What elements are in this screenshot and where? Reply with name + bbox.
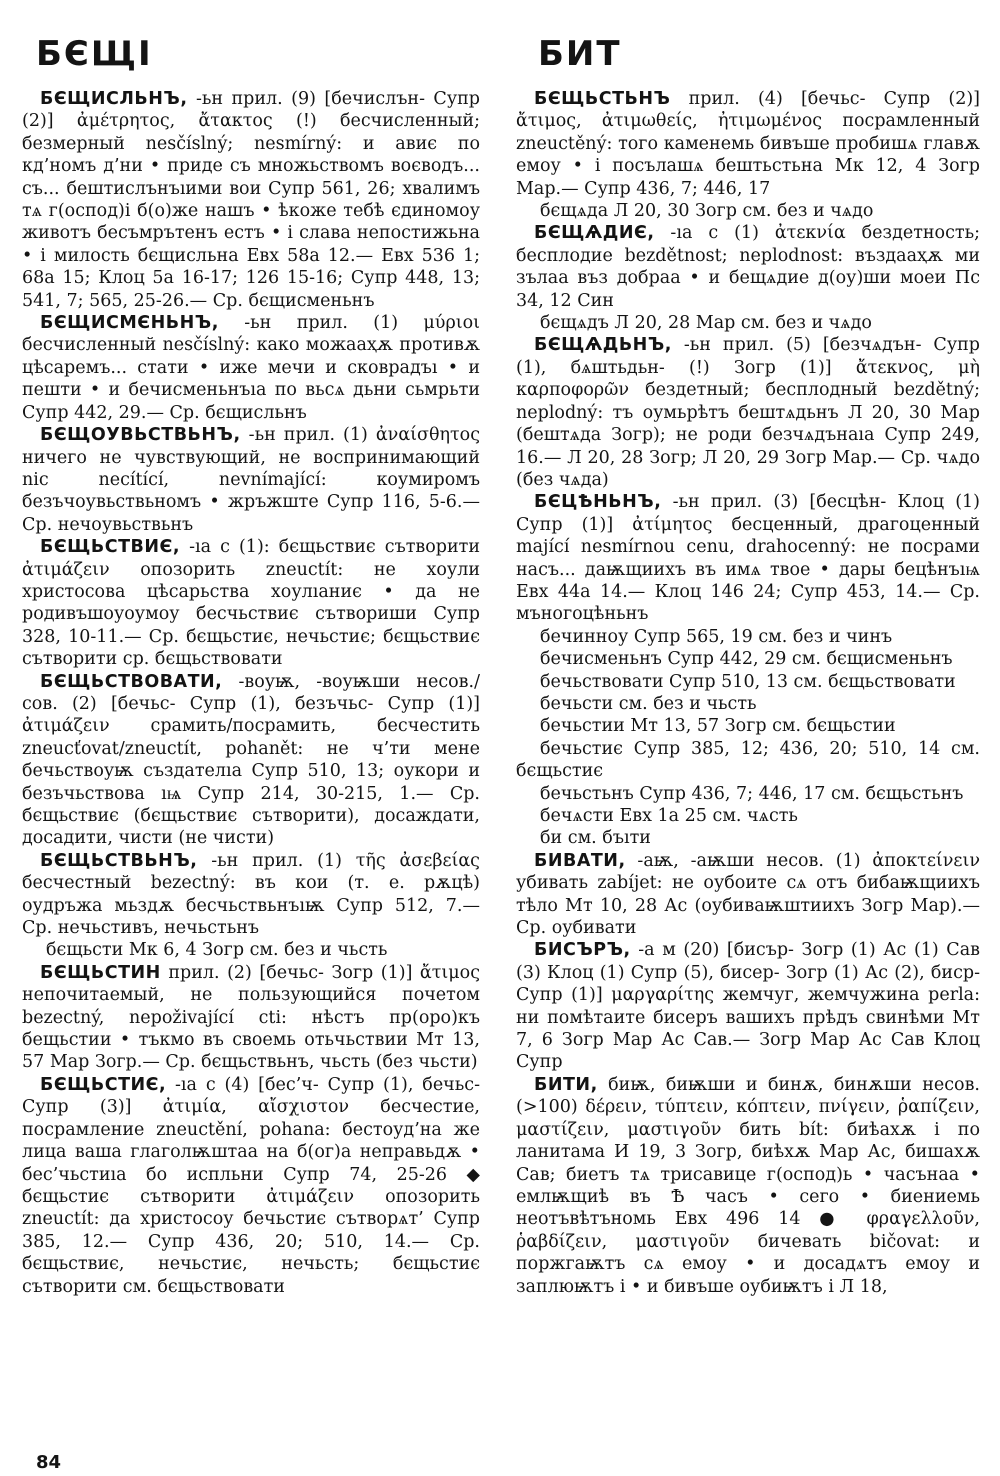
entry-headword: БЄЩИСЛЬНЪ, (40, 89, 188, 109)
running-head-left: БЄЩІ (36, 34, 153, 74)
entry-body: -ьн прил. (9) [бечислън- Супр (2)] ἀμέτρητος, ἄτακτος (!) бесчисленный; безмерный nesčíslný; nesmírný: и авиє по кд’номъ д’ни • приде съ множьствомъ воєводъ... съ... бештислънъıими вои Супр 561, 26; хвалимъ тѧ г(оспод)і б(о)же нашъ • ѣкоже тебѣ єдиномоу животъ бесъмрътенъ естъ • і слава непостижьна • і милость бєщисльна Евх 58а 12.— Евх 536 1; 68а 15; Клоц 5а 16-17; 126 15-16; Супр 448, 13; 541, 7; 565, 25-26.— Ср. бєщисменьнъ (22, 89, 480, 311)
entry-body: -ьн прил. (1) ἀναίσθητος ничего не чувствующий, не воспринимающий nic necítící, nevnímající: коумиромъ безъчоувьствьномъ • жръжште Супр 116, 5-6.— Ср. нечоувьствьнъ (22, 425, 480, 535)
cross-reference-text: би см. бъıти (540, 828, 651, 849)
entry-headword: БЄЩѦДИЄ, (534, 223, 655, 244)
dictionary-entry (516, 850, 980, 940)
cross-reference-text: бечинноу Супр 565, 19 см. без и чинъ (540, 626, 893, 647)
cross-reference-text: бєщѧда Л 20, 30 Зогр см. без и чѧдо (540, 201, 874, 222)
cross-reference-entry (22, 939, 480, 961)
cross-reference-text: бечьствовати Супр 510, 13 см. бєщьствовати (540, 671, 956, 692)
entry-body: -аѭ, -аѭши несов. (1) ἀποκτείνειν убивать zabíjet: не оубоите сѧ отъ бибаѭщиихъ тѣло Мт 10, 28 Ас (оубиваѭштиихъ Зогр Мар).— Ср. оубивати (516, 850, 980, 939)
entry-body: -ıа с (4) [бес’ч- Супр (1), бечьс- Супр (3)] ἀτιμία, αἴσχιστον бесчестие, посрамление zneuctění, pohana: бестоуд’на же лица ваша глаголѭштаа на б(ог)а неправьдѫ • бес’чьстиıа бо испльни Супр 74, 25-26 ◆ бєщьстиє сътворити ἀτιμάζειν опозорить zneuctít: да христосоу бечьстиє сътворѧт’ Супр 385, 12.— Супр 436, 20; 510, 14.— Ср. бєщьствиє, нечьстиє, нечьсть; бєщьстиє сътворити см. бєщьствовати (22, 1074, 480, 1297)
cross-reference-entry (516, 693, 980, 715)
dictionary-entry (516, 491, 980, 625)
cross-reference-entry (516, 648, 980, 670)
cross-reference-entry (516, 200, 980, 222)
entry-body: -ıа с (1) ἀτεκνία бездетность; бесплодие bezdětnost; neplodnost: въздааҳѫ ми зълаа въз добраа • и бещѧдие д(оу)ши моеи Пс 34, 12 Син (516, 223, 980, 311)
page-number: 84 (36, 1452, 62, 1473)
dictionary-entry (22, 962, 480, 1074)
entry-body: -а м (20) [бисър- Зогр (1) Ас (1) Сав (3) Клоц (1) Супр (5), бисер- Зогр (1) Ас (2), биср- Супр (1)] μαργαρίτης жемчуг, жемчужина perla: ни помѣтаите бисеръ вашихъ прѣдъ свинѣми Мт 7, 6 Зогр Мар Ас Сав.— Зогр Мар Ас Сав Клоц Супр (516, 940, 980, 1073)
cross-reference-text: бечьсти см. без и чьсть (540, 693, 757, 714)
entry-body: биѭ, биѭши и бинѫ, бинѫши несов. (>100) δέρειν, τύπτειν, κόπτειν, πνίγειν, ῥαπίζειν, μαστίζειν, μαστιγοῦν бить bít: биѣахѫ і по ланитама И 19, 3 Зогр, биѣхѫ Мар Ас, бишахѫ Сав; биетъ тѧ трисавице г(оспод)ь • часънаа • емлѭщиѣ въ Ѣ часъ • сего • биениемь неотъвѣтъномь Евх 496 14 ● φραγελλοῦν, ῥαβδίζειν, μαστιγοῦν бичевать bičovat: и поржгаѭтъ сѧ емоу • и досадѧтъ емоу и заплюѭтъ і • и бивъше оубиѭтъ і Л 18, (516, 1074, 980, 1297)
dictionary-entry (22, 312, 480, 424)
dictionary-entry (516, 222, 980, 312)
entry-headword: БИВАТИ, (534, 850, 626, 871)
cross-reference-text: бечѧсти Евх 1а 25 см. чѧсть (540, 806, 798, 826)
cross-reference-text: бєщѧдъ Л 20, 28 Мар см. без и чѧдо (540, 313, 872, 334)
entry-body: -ıа с (1): бєщьствиє сътворити ἀτιμάζειν опозорить zneuctít: не хоули христосова цѣсарьства хоулıаниє • да не родивъшоуоумоу бесчьствиє сътвориши Супр 328, 10-11.— Ср. бєщьстиє, нечьстиє; бєщьствиє сътворити ср. бєщьствовати (22, 537, 480, 670)
entry-headword: БЄЩЬСТВИЄ, (40, 537, 180, 558)
entry-headword: БЄЦѢНЬНЪ, (534, 492, 662, 513)
running-head-right: БИТ (538, 34, 622, 74)
left-column (22, 88, 480, 1298)
cross-reference-text: бечьстиє Супр 385, 12; 436, 20; 510, 14 см. бєщьстиє (516, 738, 980, 782)
dictionary-entry (22, 424, 480, 536)
entry-headword: БЄЩѦДЬНЪ, (534, 335, 672, 356)
cross-reference-entry (516, 783, 980, 805)
dictionary-entry (22, 88, 480, 312)
entry-headword: БИТИ, (534, 1074, 598, 1095)
dictionary-entry (22, 671, 480, 850)
dictionary-entry (516, 1074, 980, 1298)
cross-reference-entry (516, 827, 980, 849)
entry-headword: БЄЩЬСТЬНЪ (534, 89, 671, 109)
dictionary-entry (516, 88, 980, 200)
cross-reference-entry (516, 671, 980, 693)
entry-headword: БЄЩИСМЄНЬНЪ, (40, 313, 219, 334)
entry-headword: БЄЩЬСТВЬНЪ, (40, 850, 198, 871)
right-column (516, 88, 980, 1298)
entry-body: -ьн прил. (1) τῆς ἀσεβείας бесчестный bezectný: въ кои (т. е. рѫцѣ) оудръжа мьздѫ бесчьствьнъıѭ Супр 512, 7.— Ср. нечьстивъ, нечьстьнъ (22, 850, 480, 939)
cross-reference-entry (516, 738, 980, 783)
entry-body: -ьн прил. (5) [безчѧдън- Супр (1), бѧштьдьн- (!) Зогр (1)] ἄτεκνος, μὴ καρποφορῶν бездетный; бесплодный bezdětný; neplodný: тъ оумьрѣтъ бештѧдьнъ Л 20, 30 Мар (бештѧда Зогр); не роди безчѧдънаıа Супр 249, 16.— Л 20, 28 Зогр; Л 20, 29 Зогр Мар.— Ср. чѧдо (без чѧда) (516, 335, 980, 490)
entry-headword: БЄЩЬСТВОВАТИ, (40, 671, 223, 692)
entry-body: -ьн прил. (3) [бесцѣн- Клоц (1) Супр (1)] ἀτίμητος бесценный, драгоценный mající nesmírnou cenu, drahocenný: не посрами насъ... даѭщиихъ въ имѧ твое • дары бецѣнъıѩ Евх 44а 14.— Клоц 146 24; Супр 453, 14.— Ср. мъногоцѣньнъ (516, 492, 980, 625)
entry-headword: БЄЩОУВЬСТВЬНЪ, (40, 425, 241, 446)
dictionary-entry (516, 939, 980, 1073)
dictionary-entry (22, 1074, 480, 1298)
cross-reference-entry (516, 626, 980, 648)
entry-headword: БЄЩЬСТИН (40, 962, 161, 983)
cross-reference-entry (516, 312, 980, 334)
entry-body: прил. (2) [бечьс- Зогр (1)] ἄτιμος непочитаемый, не пользующийся почетом bezectný, nepoživající cti: нѣстъ пр(оро)къ бещьстии • тъкмо въ своемь отьчьствии Мт 13, 57 Мар Зогр.— Ср. бєщьствьнъ, чьсть (без чьсти) (22, 962, 480, 1073)
cross-reference-text: бечисменьнъ Супр 442, 29 см. бєщисменьнъ (540, 649, 953, 670)
cross-reference-text: бечьстьнъ Супр 436, 7; 446, 17 см. бєщьстьнъ (540, 783, 964, 804)
entry-body: -ьн прил. (1) μύριοι бесчисленный nesčíslný: како можааҳѫ противѫ цѣсаремъ... стати • иже мечи и сковрадъı • и пешти • и бечисменьнъıа по вьсѧ дьни сьмрьти Супр 442, 29.— Ср. бєщисльнъ (22, 313, 480, 423)
entry-headword: БЄЩЬСТИЄ, (40, 1074, 167, 1095)
cross-reference-entry (516, 715, 980, 737)
dictionary-entry (516, 334, 980, 491)
dictionary-entry (22, 850, 480, 940)
cross-reference-entry (516, 805, 980, 827)
cross-reference-text: бєщьсти Мк 6, 4 Зогр см. без и чьсть (46, 940, 388, 961)
cross-reference-text: бечьстии Мт 13, 57 Зогр см. бєщьстии (540, 716, 896, 737)
entry-headword: БИСЪРЪ, (534, 940, 631, 961)
entry-body: -воуѭ, -воуѭши несов./сов. (2) [бечьс- Супр (1), безъчьс- Супр (1)] ἀτιμάζειν срамить/посрамить, бесчестить zneucťovat/zneuctít, pohanět: не ч’ти мене бечьствоуѭ създателıа Супр 510, 13; оукори и безъчьствова ıѩ Супр 214, 30-215, 1.— Ср. бєщьствиє (бєщьствиє сътворити), досаждати, досадити, чисти (не чисти) (22, 671, 480, 849)
dictionary-entry (22, 536, 480, 670)
entry-body: прил. (4) [бечьс- Супр (2)] ἄτιμος, ἀτιμωθείς, ἠτιμωμένος посрамленный zneuctěný: того каменемь бивъше пробишѧ главѫ емоу • і посълашѧ бештьстьна Мк 12, 4 Зогр Мар.— Супр 436, 7; 446, 17 (516, 89, 980, 199)
